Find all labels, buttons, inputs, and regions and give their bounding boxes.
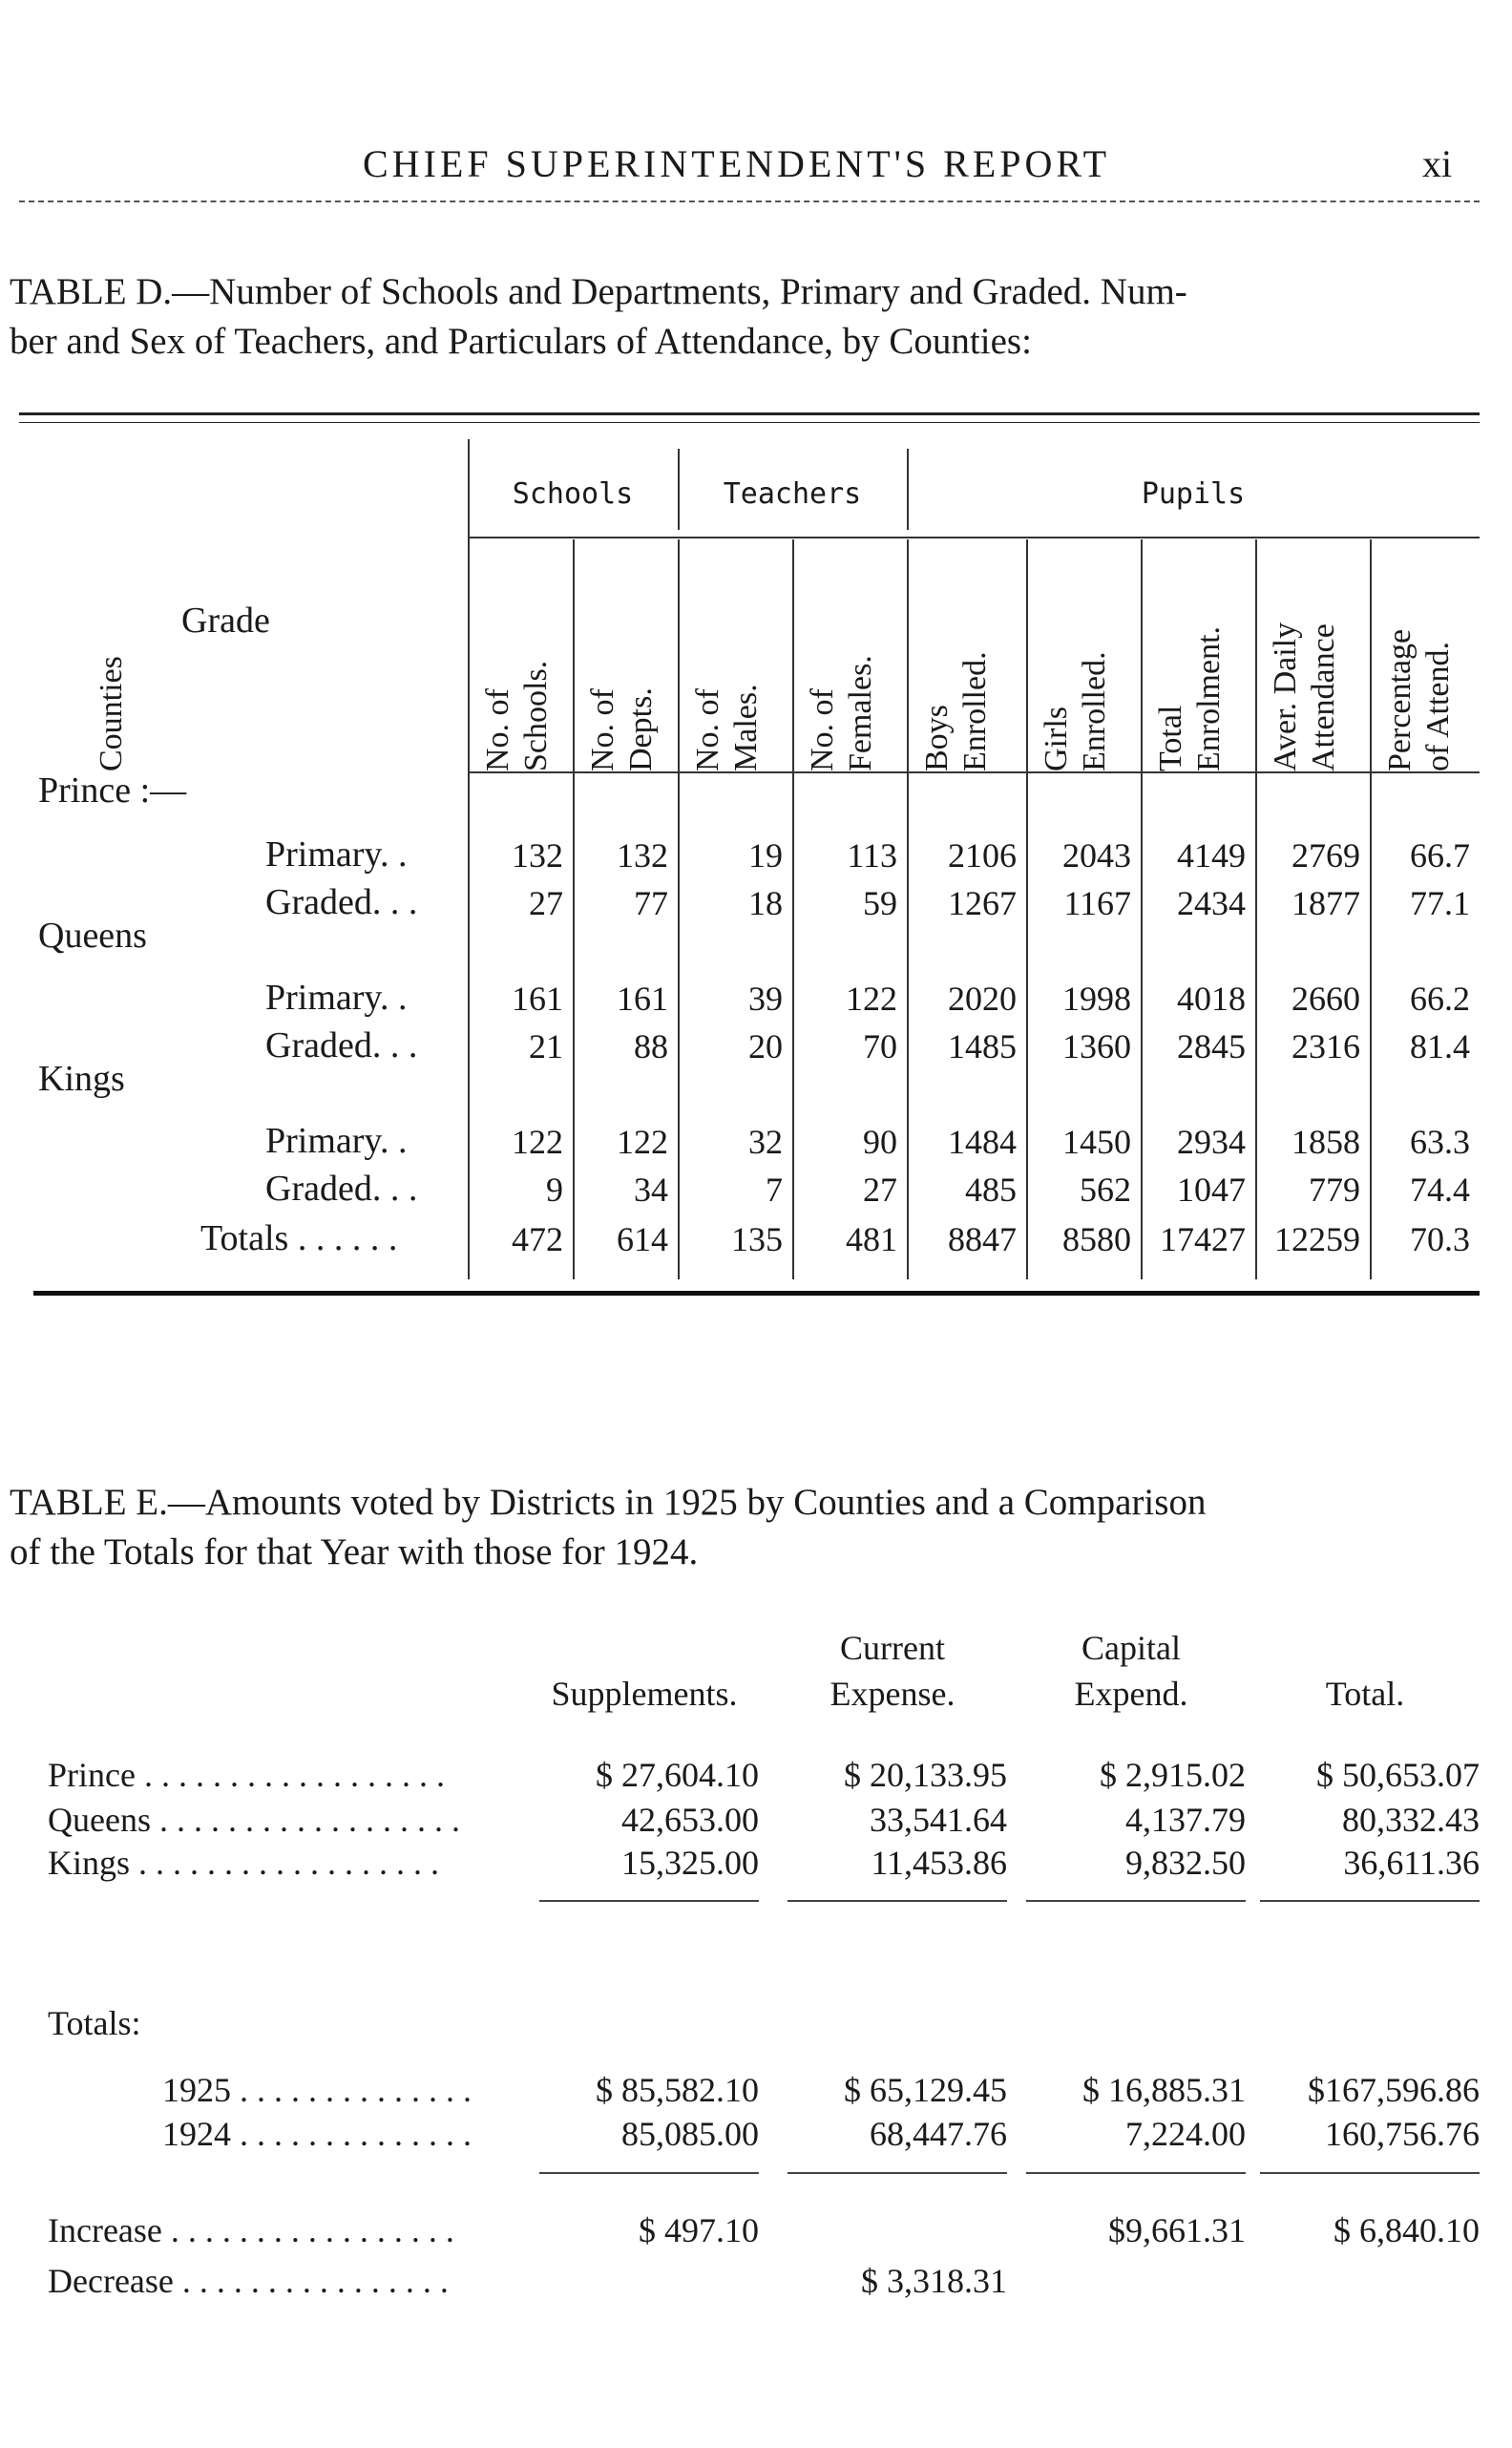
cell-total: 160,756.76 (1325, 2115, 1480, 2153)
running-header (0, 141, 1512, 199)
group-divider (678, 449, 680, 530)
grade-row-label: Graded. . . (265, 1025, 418, 1066)
column-header-line: Enrolled. (1077, 651, 1112, 771)
cell-females: 70 (863, 1027, 897, 1066)
column-header-line: Girls (1039, 707, 1074, 771)
cell-girls-enrolled: 562 (1080, 1171, 1131, 1209)
cell-percentage-attendance: 81.4 (1410, 1027, 1470, 1066)
increase-row-label: Increase . . . . . . . . . . . . . . . . . (48, 2211, 454, 2249)
table-d-top-rule-thin (19, 422, 1480, 423)
cell-schools: 472 (512, 1220, 563, 1258)
cell-total: $ 6,840.10 (1334, 2211, 1480, 2249)
column-header-total (1241, 1625, 1489, 1717)
column-header-females (804, 655, 880, 771)
cell-aver-daily-attendance: 779 (1309, 1171, 1360, 1209)
column-header-line (520, 1625, 768, 1671)
cell-percentage-attendance: 66.7 (1410, 836, 1470, 875)
column-header-line: No. of (805, 688, 840, 771)
cell-boys-enrolled: 485 (965, 1171, 1017, 1209)
cell-percentage-attendance: 74.4 (1410, 1171, 1470, 1209)
cell-total: $ 50,653.07 (1316, 1756, 1480, 1794)
cell-girls-enrolled: 8580 (1062, 1220, 1131, 1258)
cell-percentage-attendance: 77.1 (1410, 884, 1470, 922)
table-d-caption (10, 267, 1480, 367)
cell-current-expense: 11,453.86 (871, 1844, 1007, 1882)
column-header-line: Depts. (623, 687, 659, 771)
cell-supplements: $ 85,582.10 (596, 2071, 759, 2109)
group-header-schools: Schools (512, 477, 634, 511)
column-header-line: Enrolment. (1191, 625, 1227, 771)
column-header-schools (479, 661, 556, 771)
cell-current-expense: $ 3,318.31 (861, 2262, 1007, 2300)
sum-rule (539, 2172, 759, 2174)
cell-aver-daily-attendance: 2660 (1292, 980, 1360, 1018)
column-header-line: Schools. (518, 660, 554, 771)
county-row-label: Prince . . . . . . . . . . . . . . . . . . (48, 1756, 445, 1794)
cell-aver-daily-attendance: 1877 (1292, 884, 1360, 922)
cell-capital-expend: 4,137.79 (1125, 1801, 1246, 1839)
cell-girls-enrolled: 1450 (1062, 1123, 1131, 1161)
sum-rule (1260, 1900, 1480, 1902)
column-header-aver-daily-attendance (1267, 623, 1343, 771)
cell-percentage-attendance: 66.2 (1410, 980, 1470, 1018)
cell-females: 122 (846, 980, 897, 1018)
cell-capital-expend: 7,224.00 (1125, 2115, 1246, 2153)
column-header-line: Males. (728, 684, 764, 771)
county-row-label: Kings . . . . . . . . . . . . . . . . . . (48, 1844, 440, 1882)
group-header-pupils: Pupils (1141, 477, 1246, 511)
column-header-line: Supplements. (551, 1675, 738, 1713)
grade-row-label: Primary. . (265, 1121, 408, 1161)
sum-rule (788, 1900, 1007, 1902)
cell-schools: 122 (512, 1123, 563, 1161)
cell-depts: 88 (634, 1027, 668, 1066)
column-header-current-expense (768, 1625, 1017, 1717)
column-header-line: Expense. (830, 1675, 956, 1713)
cell-females: 481 (846, 1220, 897, 1258)
cell-total: 36,611.36 (1343, 1844, 1480, 1882)
column-header-capital-expend (1007, 1625, 1255, 1717)
cell-females: 27 (863, 1171, 897, 1209)
group-divider (907, 449, 909, 530)
grade-row-label: Primary. . (265, 834, 408, 875)
cell-depts: 34 (634, 1171, 668, 1209)
cell-total-enrolment: 1047 (1177, 1171, 1246, 1209)
header-bottom-rule (468, 771, 1480, 773)
cell-schools: 161 (512, 980, 563, 1018)
cell-depts: 161 (617, 980, 668, 1018)
cell-boys-enrolled: 2106 (948, 836, 1017, 875)
county-row-label: Queens . . . . . . . . . . . . . . . . . . (48, 1801, 460, 1839)
cell-depts: 122 (617, 1123, 668, 1161)
cell-aver-daily-attendance: 12259 (1274, 1220, 1360, 1258)
cell-boys-enrolled: 1267 (948, 884, 1017, 922)
header-divider (468, 537, 1480, 538)
cell-capital-expend: $ 16,885.31 (1082, 2071, 1246, 2109)
column-header-line: Females. (843, 655, 878, 771)
table-d-caption-line: ber and Sex of Teachers, and Particulars of Attendance, by Counties: (10, 321, 1032, 362)
cell-supplements: 15,325.00 (621, 1844, 759, 1882)
column-header-line: Aver. Daily (1268, 622, 1303, 771)
county-label: Prince :— (38, 770, 187, 811)
cell-capital-expend: 9,832.50 (1125, 1844, 1246, 1882)
cell-supplements: 85,085.00 (621, 2115, 759, 2153)
cell-total-enrolment: 4018 (1177, 980, 1246, 1018)
cell-schools: 27 (529, 884, 563, 922)
cell-girls-enrolled: 1998 (1062, 980, 1131, 1018)
cell-males: 39 (748, 980, 783, 1018)
cell-schools: 21 (529, 1027, 563, 1066)
table-d-bottom-rule (33, 1291, 1480, 1296)
column-header-line: Percentage (1382, 628, 1418, 771)
cell-boys-enrolled: 2020 (948, 980, 1017, 1018)
table-e-caption-line: TABLE E.—Amounts voted by Districts in 1925 by Counties and a Comparison (10, 1482, 1207, 1523)
cell-boys-enrolled: 8847 (948, 1220, 1017, 1258)
page-number: xi (1422, 142, 1453, 185)
cell-males: 135 (731, 1220, 783, 1258)
grade-row-label: Graded. . . (265, 1169, 418, 1209)
cell-depts: 614 (617, 1220, 668, 1258)
table-d-caption-line: TABLE D.—Number of Schools and Departments, Primary and Graded. Num- (10, 271, 1187, 312)
cell-depts: 77 (634, 884, 668, 922)
sum-rule (539, 1900, 759, 1902)
cell-schools: 132 (512, 836, 563, 875)
cell-total-enrolment: 2845 (1177, 1027, 1246, 1066)
decrease-row-label: Decrease . . . . . . . . . . . . . . . . (48, 2262, 449, 2300)
grade-row-label: Graded. . . (265, 882, 418, 922)
column-header-males (689, 684, 766, 771)
cell-males: 18 (748, 884, 783, 922)
column-header-line: Boys (919, 705, 955, 771)
cell-total-enrolment: 17427 (1160, 1220, 1246, 1258)
county-label: Queens (38, 916, 147, 956)
cell-capital-expend: $ 2,915.02 (1100, 1756, 1246, 1794)
cell-girls-enrolled: 1360 (1062, 1027, 1131, 1066)
column-header-depts (584, 687, 661, 771)
cell-supplements: 42,653.00 (621, 1801, 759, 1839)
totals-row-label: Totals . . . . . . (200, 1218, 398, 1258)
column-header-line: Current (840, 1629, 945, 1667)
table-e-caption-line: of the Totals for that Year with those for 1924. (10, 1531, 699, 1572)
totals-label: Totals: (48, 2004, 141, 2042)
cell-total-enrolment: 4149 (1177, 836, 1246, 875)
cell-total-enrolment: 2434 (1177, 884, 1246, 922)
column-header-line: Expend. (1074, 1675, 1188, 1713)
column-header-boys-enrolled (918, 651, 995, 771)
column-header-line: No. of (690, 688, 725, 771)
column-header-line: Capital (1082, 1629, 1181, 1667)
grade-row-label: Primary. . (265, 978, 408, 1018)
column-header-line (1241, 1625, 1489, 1671)
column-header-line: No. of (585, 688, 620, 771)
county-label: Kings (38, 1059, 125, 1099)
cell-percentage-attendance: 70.3 (1410, 1220, 1470, 1258)
cell-males: 20 (748, 1027, 783, 1066)
grade-label: Grade (181, 601, 270, 641)
column-header-line: Enrolled. (957, 651, 993, 771)
cell-aver-daily-attendance: 2769 (1292, 836, 1360, 875)
cell-males: 32 (748, 1123, 783, 1161)
cell-schools: 9 (546, 1171, 563, 1209)
column-header-percentage-attendance (1381, 629, 1458, 771)
column-header-line: of Attend. (1420, 642, 1456, 771)
counties-label: Counties (94, 656, 129, 771)
cell-depts: 132 (617, 836, 668, 875)
sum-rule (788, 2172, 1007, 2174)
column-header-total-enrolment (1152, 626, 1228, 771)
cell-boys-enrolled: 1484 (948, 1123, 1017, 1161)
cell-females: 113 (847, 836, 897, 875)
report-title: CHIEF SUPERINTENDENT'S REPORT (363, 142, 1111, 185)
cell-females: 59 (863, 884, 897, 922)
column-header-line: Total (1153, 705, 1188, 771)
cell-total-enrolment: 2934 (1177, 1123, 1246, 1161)
year-row-label: 1924 . . . . . . . . . . . . . . (162, 2115, 472, 2153)
cell-males: 19 (748, 836, 783, 875)
cell-aver-daily-attendance: 1858 (1292, 1123, 1360, 1161)
cell-current-expense: 68,447.76 (870, 2115, 1007, 2153)
cell-total: 80,332.43 (1342, 1801, 1480, 1839)
table-e-caption (10, 1478, 1480, 1577)
cell-males: 7 (766, 1171, 783, 1209)
year-row-label: 1925 . . . . . . . . . . . . . . (162, 2071, 472, 2109)
cell-supplements: $ 27,604.10 (596, 1756, 759, 1794)
cell-girls-enrolled: 2043 (1062, 836, 1131, 875)
cell-boys-enrolled: 1485 (948, 1027, 1017, 1066)
header-rule (19, 200, 1480, 202)
cell-girls-enrolled: 1167 (1063, 884, 1131, 922)
column-header-line: No. of (480, 688, 515, 771)
sum-rule (1260, 2172, 1480, 2174)
cell-total: $167,596.86 (1308, 2071, 1480, 2109)
column-header-line: Attendance (1306, 623, 1341, 771)
cell-percentage-attendance: 63.3 (1410, 1123, 1470, 1161)
cell-current-expense: $ 65,129.45 (844, 2071, 1007, 2109)
column-header-girls-enrolled (1038, 651, 1114, 771)
column-header-supplements (520, 1625, 768, 1717)
cell-current-expense: $ 20,133.95 (844, 1756, 1007, 1794)
cell-females: 90 (863, 1123, 897, 1161)
table-d-top-rule (19, 412, 1480, 415)
column-header-line: Total. (1325, 1675, 1405, 1713)
cell-current-expense: 33,541.64 (870, 1801, 1007, 1839)
sum-rule (1026, 2172, 1246, 2174)
group-header-teachers: Teachers (723, 477, 862, 511)
cell-aver-daily-attendance: 2316 (1292, 1027, 1360, 1066)
sum-rule (1026, 1900, 1246, 1902)
cell-capital-expend: $9,661.31 (1108, 2211, 1246, 2249)
cell-supplements: $ 497.10 (639, 2211, 759, 2249)
